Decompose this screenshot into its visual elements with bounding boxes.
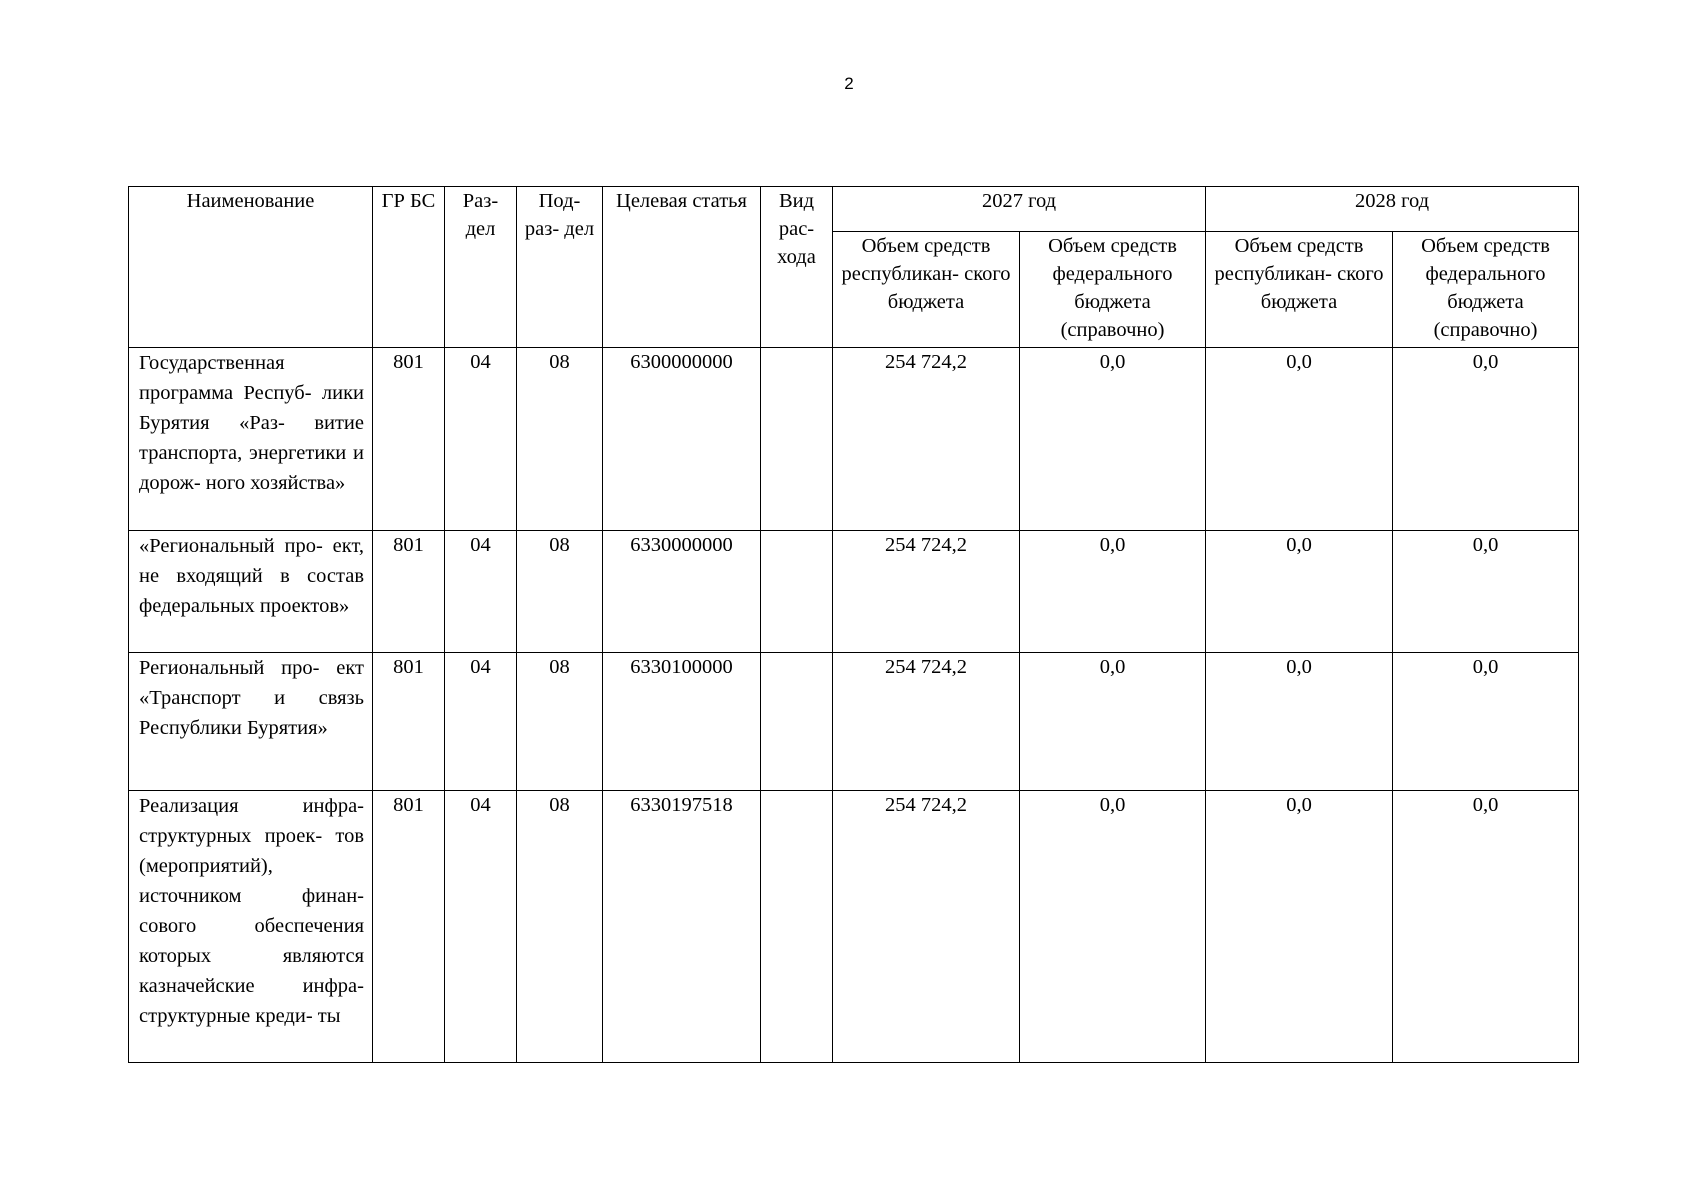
cell-razdel: 04 <box>445 531 517 653</box>
cell-name: «Региональный про- ект, не входящий в состав федеральных проектов» <box>129 531 373 653</box>
header-year-2028: 2028 год <box>1206 187 1579 232</box>
cell-razdel: 04 <box>445 348 517 531</box>
cell-name: Реализация инфра- структурных проек- тов (мероприятий), источником финан- сового обеспечения которых являются казначейские инфра- структурные креди- ты <box>129 791 373 1063</box>
cell-target-article: 6330100000 <box>603 653 761 791</box>
cell-rep-2028: 0,0 <box>1206 653 1393 791</box>
budget-table <box>128 186 1579 1063</box>
cell-razdel: 04 <box>445 653 517 791</box>
header-fed-budget-2027: Объем средств федерального бюджета (справочно) <box>1020 232 1206 348</box>
cell-rep-2027: 254 724,2 <box>833 348 1020 531</box>
cell-target-article: 6300000000 <box>603 348 761 531</box>
cell-fed-2027: 0,0 <box>1020 653 1206 791</box>
cell-grbs: 801 <box>373 348 445 531</box>
cell-rep-2027: 254 724,2 <box>833 791 1020 1063</box>
cell-rep-2028: 0,0 <box>1206 348 1393 531</box>
cell-rep-2028: 0,0 <box>1206 531 1393 653</box>
cell-expense-type <box>761 531 833 653</box>
table-row <box>129 531 1579 653</box>
table-row <box>129 653 1579 791</box>
header-fed-budget-2028: Объем средств федерального бюджета (справочно) <box>1393 232 1579 348</box>
cell-fed-2028: 0,0 <box>1393 348 1579 531</box>
header-row-top <box>129 187 1579 232</box>
cell-podrazdel: 08 <box>517 348 603 531</box>
header-year-2027: 2027 год <box>833 187 1206 232</box>
cell-fed-2028: 0,0 <box>1393 531 1579 653</box>
page-number: 2 <box>844 74 854 93</box>
cell-grbs: 801 <box>373 791 445 1063</box>
cell-rep-2027: 254 724,2 <box>833 653 1020 791</box>
cell-podrazdel: 08 <box>517 791 603 1063</box>
cell-fed-2028: 0,0 <box>1393 791 1579 1063</box>
header-podrazdel: Под- раз- дел <box>517 187 603 348</box>
cell-name: Государственная программа Респуб- лики Бурятия «Раз- витие транспорта, энергетики и дорож- ного хозяйства» <box>129 348 373 531</box>
cell-expense-type <box>761 653 833 791</box>
header-target-article: Целевая статья <box>603 187 761 348</box>
cell-fed-2027: 0,0 <box>1020 791 1206 1063</box>
cell-fed-2027: 0,0 <box>1020 348 1206 531</box>
table-row <box>129 348 1579 531</box>
cell-rep-2027: 254 724,2 <box>833 531 1020 653</box>
header-expense-type: Вид рас- хода <box>761 187 833 348</box>
cell-grbs: 801 <box>373 531 445 653</box>
cell-razdel: 04 <box>445 791 517 1063</box>
cell-name: Региональный про- ект «Транспорт и связь Республики Бурятия» <box>129 653 373 791</box>
cell-target-article: 6330000000 <box>603 531 761 653</box>
cell-podrazdel: 08 <box>517 531 603 653</box>
cell-fed-2027: 0,0 <box>1020 531 1206 653</box>
cell-expense-type <box>761 791 833 1063</box>
cell-grbs: 801 <box>373 653 445 791</box>
table-row <box>129 791 1579 1063</box>
cell-rep-2028: 0,0 <box>1206 791 1393 1063</box>
cell-target-article: 6330197518 <box>603 791 761 1063</box>
header-rep-budget-2028: Объем средств республикан- ского бюджета <box>1206 232 1393 348</box>
cell-podrazdel: 08 <box>517 653 603 791</box>
cell-expense-type <box>761 348 833 531</box>
header-razdel: Раз- дел <box>445 187 517 348</box>
cell-fed-2028: 0,0 <box>1393 653 1579 791</box>
header-grbs: ГР БС <box>373 187 445 348</box>
header-rep-budget-2027: Объем средств республикан- ского бюджета <box>833 232 1020 348</box>
header-name: Наименование <box>129 187 373 348</box>
